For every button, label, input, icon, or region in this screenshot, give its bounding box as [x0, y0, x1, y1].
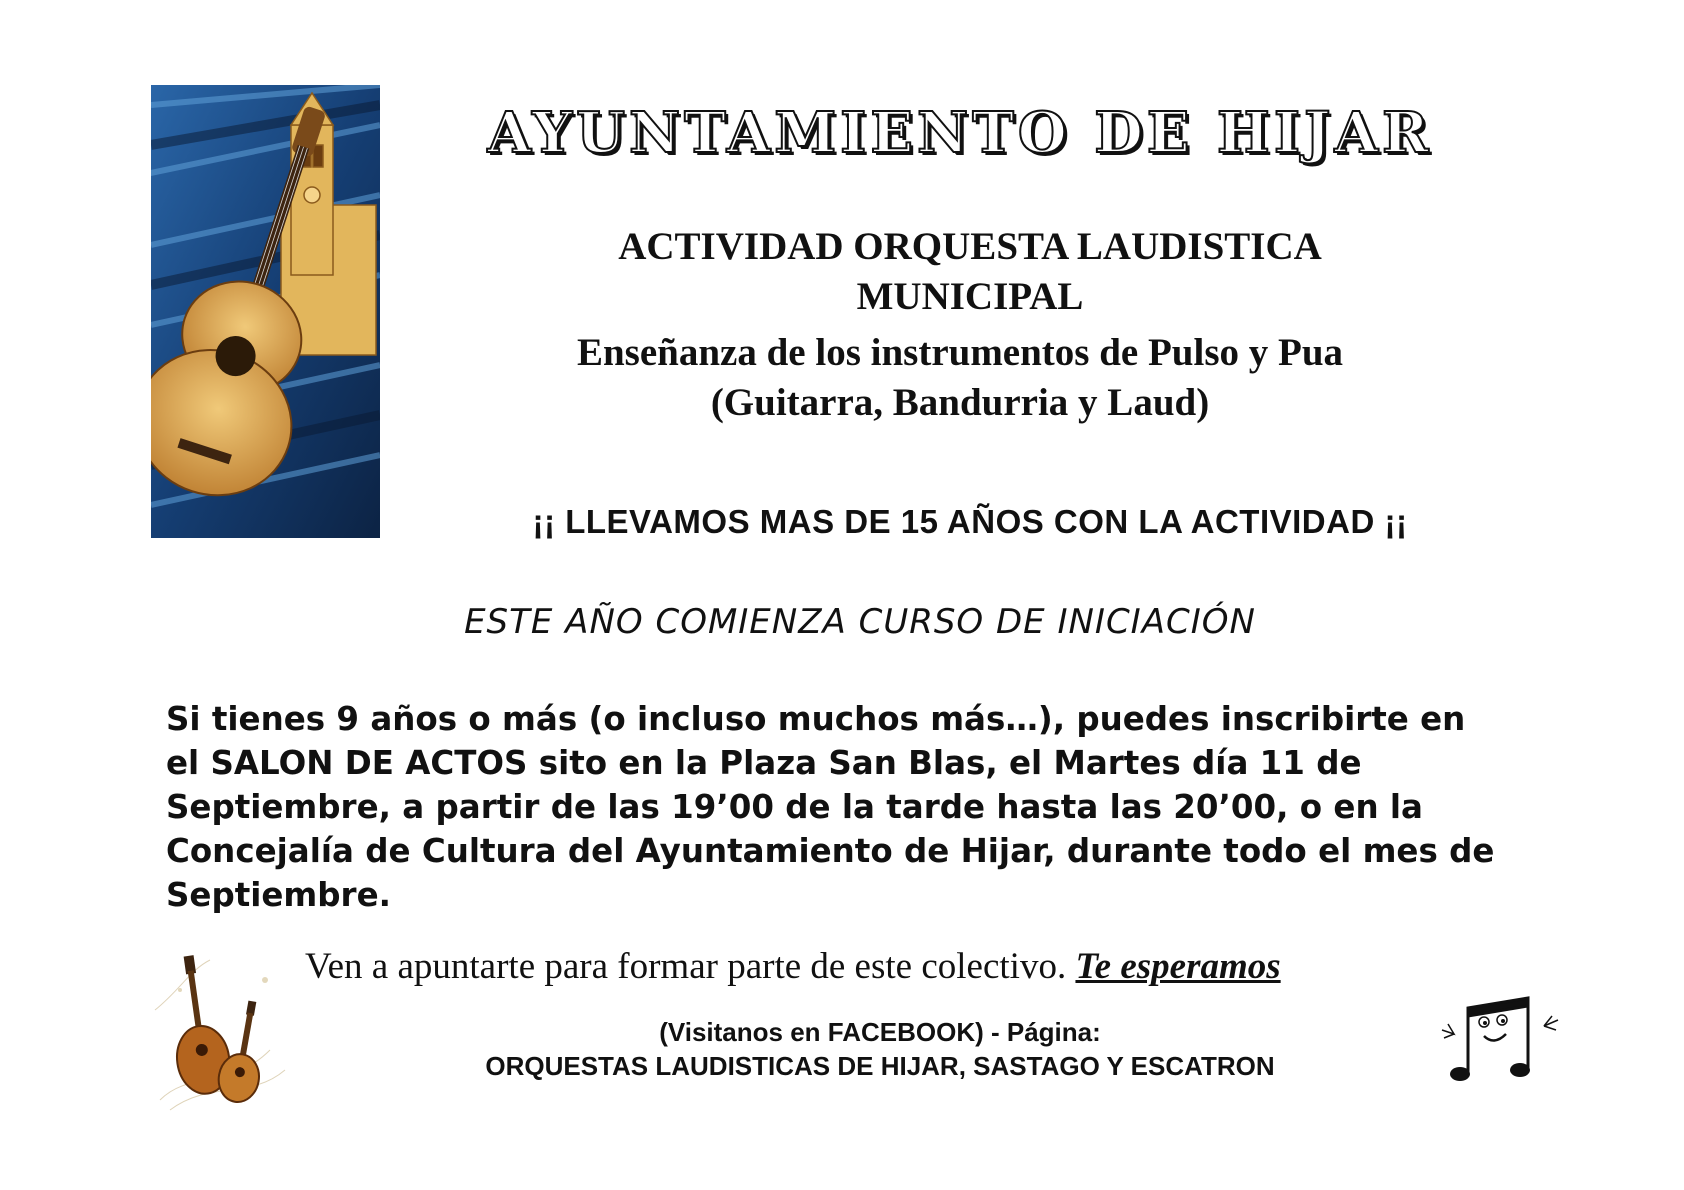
facebook-info	[380, 1015, 1380, 1083]
course-banner: ESTE AÑO COMIENZA CURSO DE INICIACIÓN	[464, 602, 1256, 642]
invitation-sentence: Ven a apuntarte para formar parte de este colectivo.	[305, 946, 1076, 987]
years-banner: ¡¡ LLEVAMOS MAS DE 15 AÑOS CON LA ACTIVIDAD ¡¡	[532, 503, 1408, 540]
info-line-5: Septiembre.	[166, 876, 391, 914]
activity-subtitle	[520, 222, 1420, 322]
teaching-line-1: Enseñanza de los instrumentos de Pulso y Pua	[576, 331, 1344, 374]
registration-info	[166, 697, 1536, 917]
teaching-line-2: (Guitarra, Bandurria y Laud)	[710, 381, 1210, 424]
invitation-emphasis: Te esperamos	[1075, 946, 1281, 987]
info-line-2: el SALON DE ACTOS sito en la Plaza San Blas, el Martes día 11 de	[166, 744, 1362, 782]
teaching-description	[460, 328, 1460, 428]
music-notes-icon	[1440, 990, 1560, 1090]
subtitle-line-1: ACTIVIDAD ORQUESTA LAUDISTICA	[618, 225, 1322, 268]
subtitle-line-2: MUNICIPAL	[856, 275, 1084, 318]
info-line-3: Septiembre, a partir de las 19’00 de la tarde hasta las 20’00, o en la	[166, 788, 1423, 826]
facebook-line-2: ORQUESTAS LAUDISTICAS DE HIJAR, SASTAGO Y ESCATRON	[485, 1051, 1275, 1081]
invitation-text	[305, 945, 1425, 988]
guitar-painting	[151, 85, 380, 538]
facebook-line-1: (Visitanos en FACEBOOK) - Página:	[659, 1017, 1101, 1047]
info-line-1: Si tienes 9 años o más (o incluso muchos más…), puedes inscribirte en	[166, 700, 1466, 738]
lute-illustration	[150, 950, 295, 1115]
info-line-4: Concejalía de Cultura del Ayuntamiento de Hijar, durante todo el mes de	[166, 832, 1495, 870]
page-title: AYUNTAMIENTO DE HIJAR	[487, 100, 1433, 166]
